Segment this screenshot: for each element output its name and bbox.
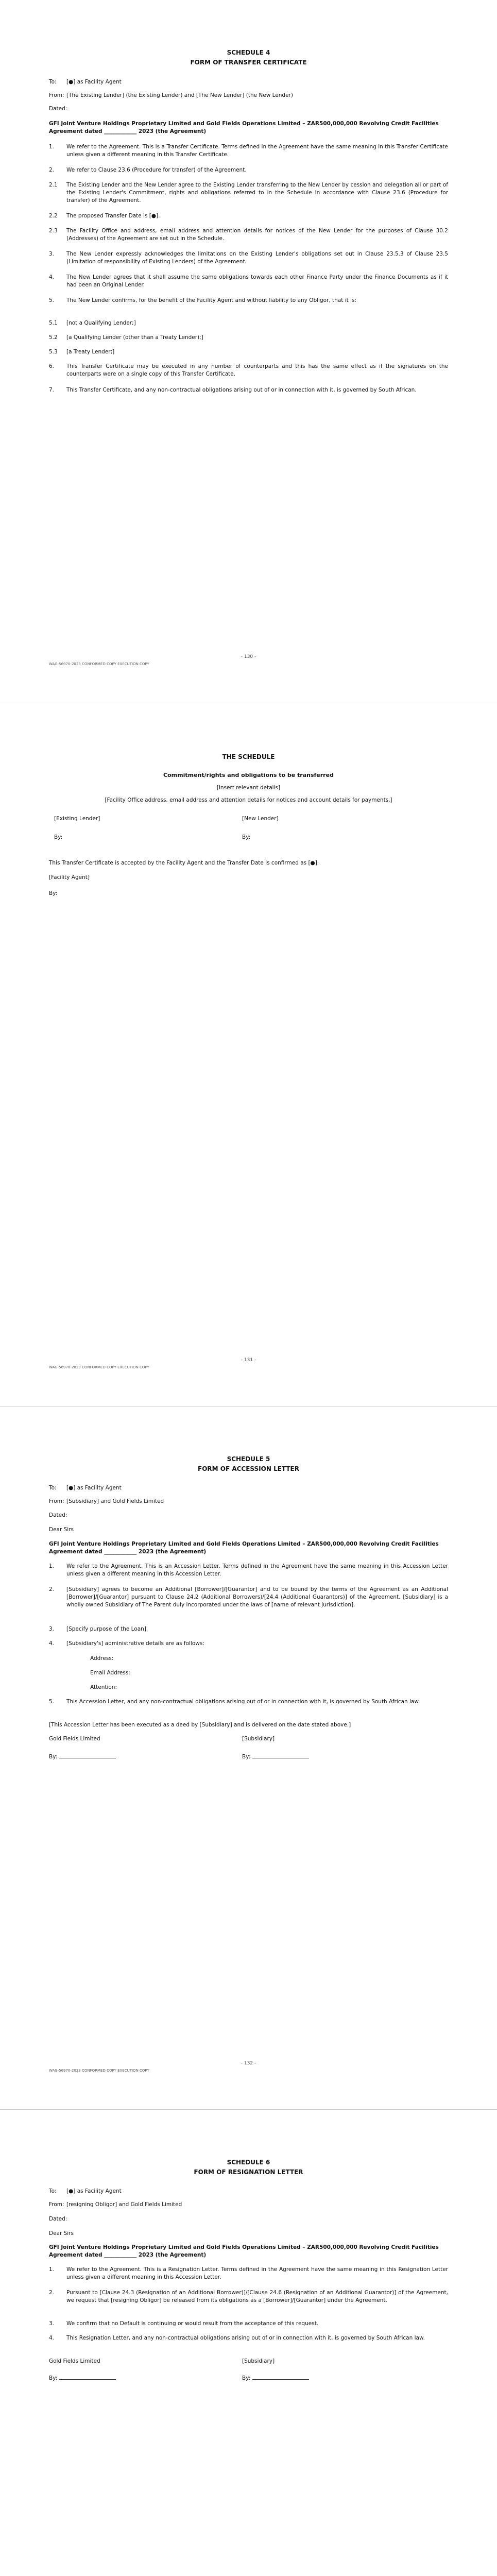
to-line: To: [●] as Facility Agent <box>49 2188 122 2194</box>
page-number: - 131 - <box>241 1358 256 1363</box>
subsidiary-label: [Subsidiary] <box>242 2358 275 2364</box>
document-footer: WAG-56970-2023 CONFORMED COPY EXECUTION COPY <box>49 662 149 666</box>
page-4 <box>0 2110 497 2576</box>
clause-item: 3. We confirm that no Default is continuing or would result from the acceptance of this request. <box>49 2320 319 2327</box>
execution-statement: [This Accession Letter has been executed as a deed by [Subsidiary] and is delivered on the date stated above.] <box>49 1722 351 1728</box>
signature-line: By: <box>49 1754 116 1760</box>
page-3 <box>0 1406 497 2110</box>
clause-item: 3. [Specify purpose of the Loan]. <box>49 1626 148 1632</box>
page-1 <box>0 0 497 703</box>
dated-line: Dated: <box>49 2216 67 2222</box>
existing-lender-label: [Existing Lender] <box>54 816 100 822</box>
page-2 <box>0 703 497 1406</box>
subsidiary-label: [Subsidiary] <box>242 1736 275 1742</box>
clause-item: 2.1 The Existing Lender and the New Lender agree to the Existing Lender transferring to the New Lender by cession and delegation all or part of the Existing Lender's Commitment, rights and obligations referred to in the Schedule in accordance with Clause 23.6 (Procedure for transfer) of the Agreement. <box>49 182 448 204</box>
clause-item: 4. [Subsidiary's] administrative details are as follows: <box>49 1640 204 1647</box>
schedule-number: SCHEDULE 4 <box>227 49 270 56</box>
facility-agent-label: [Facility Agent] <box>49 874 90 880</box>
dated-line: Dated: <box>49 1512 67 1518</box>
acceptance-text: This Transfer Certificate is accepted by the Facility Agent and the Transfer Date is confirmed as [●]. <box>49 860 319 866</box>
by-label: By: <box>49 890 58 896</box>
by-label: By: <box>54 834 63 840</box>
dated-line: Dated: <box>49 106 67 112</box>
from-line: From: [resigning Obligor] and Gold Fields Limited <box>49 2201 182 2208</box>
clause-item: 7. This Transfer Certificate, and any non-contractual obligations arising out of or in connection with it, is governed by South African. <box>49 387 417 393</box>
clause-item: 4. This Resignation Letter, and any non-contractual obligations arising out of or in connection with it, is governed by South African law. <box>49 2335 425 2341</box>
clause-item: 5.1 [not a Qualifying Lender;] <box>49 320 136 326</box>
from-line: From: [Subsidiary] and Gold Fields Limited <box>49 1498 164 1504</box>
by-label: By: <box>242 834 251 840</box>
schedule-heading <box>49 2158 448 2177</box>
clause-item: 3. The New Lender expressly acknowledges the limitations on the Existing Lender's obligations set out in Clause 23.5.3 of Clause 23.5 (Limitation of responsibility of Existing Lenders) of the Agreement. <box>49 251 448 265</box>
clause-item: 4. The New Lender agrees that it shall assume the same obligations towards each other Finance Party under the Finance Documents as if it had been an Original Lender. <box>49 274 448 289</box>
schedule-title: FORM OF ACCESSION LETTER <box>198 1465 299 1473</box>
schedule-title: FORM OF RESIGNATION LETTER <box>194 2168 303 2176</box>
agreement-title: GFI Joint Venture Holdings Proprietary Limited and Gold Fields Operations Limited – ZAR500,000,000 Revolving Credit Facilities Agreement dated ____________ 2023 (the Agreement) <box>49 121 439 135</box>
schedule-title: FORM OF TRANSFER CERTIFICATE <box>190 59 307 66</box>
schedule-heading: THE SCHEDULE <box>222 753 275 760</box>
schedule-number: SCHEDULE 6 <box>227 2159 270 2166</box>
clause-item: 5. This Accession Letter, and any non-contractual obligations arising out of or in connection with it, is governed by South African law. <box>49 1699 420 1705</box>
office-details: [Facility Office address, email address and attention details for notices and account details for payments,] <box>105 797 392 803</box>
clause-item: 2.2 The proposed Transfer Date is [●]. <box>49 213 160 219</box>
clause-item: 2. [Subsidiary] agrees to become an Additional [Borrower]/[Guarantor] and to be bound by the terms of the Agreement as an Additional [Borrower]/[Guarantor] pursuant to Clause 24.2 (Additional Borrowers)/[24.4 (Additional Guarantors)] of the Agreement. [Subsidiary] is a wholly owned Subsidiary of The Parent duly incorporated under the laws of [name of relevant jurisdiction]. <box>49 1586 448 1608</box>
to-line: To: [●] as Facility Agent <box>49 79 122 85</box>
clause-item: 2. Pursuant to [Clause 24.3 (Resignation of an Additional Borrower)]/[Clause 24.6 (Resignation of an Additional Guarantor)] of the Agreement, we request that [resigning Obligor] be released from its obligations as a [Borrower]/[Guarantor] under the Agreement. <box>49 2290 448 2304</box>
address-label: Address: <box>90 1655 114 1662</box>
agreement-title: GFI Joint Venture Holdings Proprietary Limited and Gold Fields Operations Limited – ZAR500,000,000 Revolving Credit Facilities Agreement dated ____________ 2023 (the Agreement) <box>49 2244 439 2259</box>
clause-item: 5.3 [a Treaty Lender;] <box>49 349 115 355</box>
schedule-heading <box>49 1454 448 1474</box>
schedule-heading <box>49 48 448 67</box>
attention-label: Attention: <box>90 1684 117 1690</box>
insert-details: [insert relevant details] <box>216 785 281 791</box>
gold-fields-label: Gold Fields Limited <box>49 1736 100 1742</box>
signature-line: By: <box>49 2375 116 2381</box>
new-lender-label: [New Lender] <box>242 816 279 822</box>
clause-item: 1. We refer to the Agreement. This is an Accession Letter. Terms defined in the Agreement have the same meaning in this Accession Letter unless given a different meaning in this Accession Letter. <box>49 1563 448 1578</box>
clause-item: 5. The New Lender confirms, for the benefit of the Facility Agent and without liability to any Obligor, that it is: <box>49 297 357 303</box>
salutation: Dear Sirs <box>49 1527 74 1533</box>
document-footer: WAG-56970-2023 CONFORMED COPY EXECUTION COPY <box>49 1365 149 1369</box>
clause-item: 5.2 [a Qualifying Lender (other than a Treaty Lender);] <box>49 334 203 341</box>
from-line: From: [The Existing Lender] (the Existing Lender) and [The New Lender] (the New Lender) <box>49 92 293 98</box>
signature-line: By: <box>242 2375 309 2381</box>
document-footer: WAG-56970-2023 CONFORMED COPY EXECUTION COPY <box>49 2069 149 2073</box>
page-number: - 130 - <box>241 654 256 659</box>
clause-item: 1. We refer to the Agreement. This is a Transfer Certificate. Terms defined in the Agreement have the same meaning in this Transfer Certificate unless given a different meaning in this Transfer Certificate. <box>49 144 448 158</box>
signature-line: By: <box>242 1754 309 1760</box>
clause-item: 2.3 The Facility Office and address, email address and attention details for notices of the New Lender for the purposes of Clause 30.2 (Addresses) of the Agreement are set out in the Schedule. <box>49 228 448 242</box>
gold-fields-label: Gold Fields Limited <box>49 2358 100 2364</box>
schedule-number: SCHEDULE 5 <box>227 1455 270 1463</box>
salutation: Dear Sirs <box>49 2230 74 2236</box>
clause-item: 1. We refer to the Agreement. This is a Resignation Letter. Terms defined in the Agreement have the same meaning in this Resignation Letter unless given a different meaning in this Accession Letter. <box>49 2266 448 2281</box>
clause-item: 6. This Transfer Certificate may be executed in any number of counterparts and this has the same effect as if the signatures on the counterparts were on a single copy of this Transfer Certificate. <box>49 363 448 378</box>
agreement-title: GFI Joint Venture Holdings Proprietary Limited and Gold Fields Operations Limited – ZAR500,000,000 Revolving Credit Facilities Agreement dated ____________ 2023 (the Agreement) <box>49 1541 439 1555</box>
schedule-subheading: Commitment/rights and obligations to be transferred <box>163 772 334 778</box>
page-number: - 132 - <box>241 2061 256 2066</box>
email-label: Email Address: <box>90 1670 130 1676</box>
to-line: To: [●] as Facility Agent <box>49 1485 122 1491</box>
clause-item: 2. We refer to Clause 23.6 (Procedure for transfer) of the Agreement. <box>49 167 247 173</box>
